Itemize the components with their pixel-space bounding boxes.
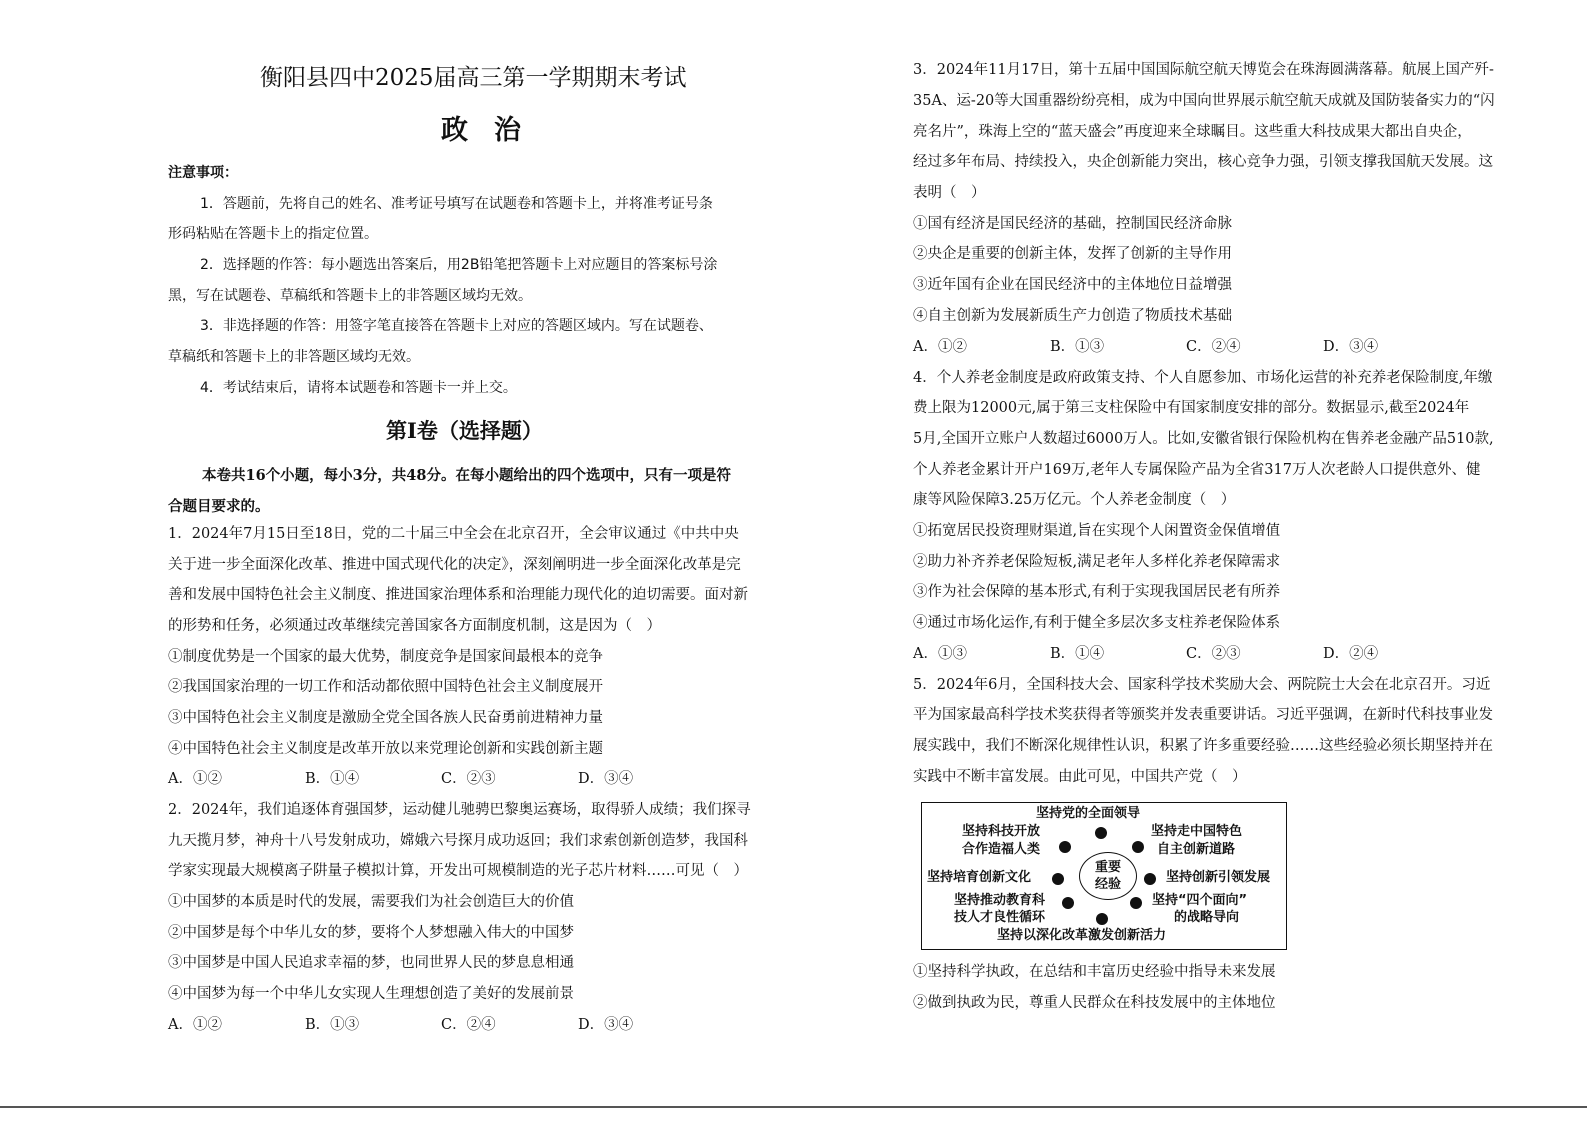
notes-line: 1．答题前，先将自己的姓名、准考证号填写在试题卷和答题卡上，并将准考证号条: [200, 196, 713, 212]
experience-diagram: [921, 802, 1287, 950]
diagram-dot: [1130, 897, 1142, 909]
question-3-item: ①国有经济是国民经济的基础，控制国民经济命脉: [913, 216, 1232, 232]
question-2-item: ④中国梦为每一个中华儿女实现人生理想创造了美好的发展前景: [168, 986, 574, 1002]
diagram-label: 坚持培育创新文化: [927, 870, 1032, 885]
diagram-label: 坚持科技开放: [962, 824, 1041, 839]
question-4-text: 康等风险保障3.25万亿元。个人养老金制度（ ）: [913, 492, 1236, 508]
notes-heading: 注意事项：: [168, 165, 238, 181]
diagram-center: [1079, 852, 1137, 900]
notes-line: 黑，写在试题卷、草稿纸和答题卡上的非答题区域均无效。: [168, 288, 532, 304]
question-4-option-b: B．①④: [1050, 646, 1105, 662]
question-5-text: 5．2024年6月，全国科技大会、国家科学技术奖励大会、两院院士大会在北京召开。习近: [913, 677, 1491, 693]
question-1-item: ③中国特色社会主义制度是激励全党全国各族人民奋勇前进精神力量: [168, 710, 603, 726]
diagram-dot: [1095, 827, 1107, 839]
diagram-label: 坚持走中国特色: [1151, 824, 1243, 839]
page-bottom-rule: [0, 1106, 1587, 1108]
question-3-option-c: C．②④: [1186, 339, 1241, 355]
question-3-item: ④自主创新为发展新质生产力创造了物质技术基础: [913, 308, 1232, 324]
subject-title: 政治: [441, 115, 547, 146]
question-4-option-a: A．①③: [913, 646, 967, 662]
diagram-label: 的战略导向: [1174, 910, 1240, 925]
notes-line: 3．非选择题的作答：用签字笔直接答在答题卡上对应的答题区域内。写在试题卷、: [200, 318, 713, 334]
diagram-label: 坚持创新引领发展: [1166, 870, 1271, 885]
diagram-dot: [1096, 913, 1108, 925]
question-2-text: 九天揽月梦，神舟十八号发射成功，嫦娥六号探月成功返回；我们求索创新创造梦，我国科: [168, 833, 748, 849]
question-2-text: 学家实现最大规模离子阱量子模拟计算，开发出可规模制造的光子芯片材料……可见（ ）: [168, 863, 748, 879]
diagram-dot: [1052, 873, 1064, 885]
question-1-option-d: D．③④: [578, 771, 634, 787]
question-1-item: ④中国特色社会主义制度是改革开放以来党理论创新和实践创新主题: [168, 741, 603, 757]
exam-title: 衡阳县四中2025届高三第一学期期末考试: [260, 65, 687, 91]
diagram-label: 坚持推动教育科: [954, 893, 1046, 908]
diagram-label: 坚持党的全面领导: [1036, 806, 1141, 821]
notes-line: 草稿纸和答题卡上的非答题区域均无效。: [168, 349, 420, 365]
question-3-item: ③近年国有企业在国民经济中的主体地位日益增强: [913, 277, 1232, 293]
notes-line: 2．选择题的作答：每小题选出答案后，用2B铅笔把答题卡上对应题目的答案标号涂: [200, 257, 718, 273]
question-5-item: ②做到执政为民，尊重人民群众在科技发展中的主体地位: [913, 995, 1276, 1011]
question-4-text: 4．个人养老金制度是政府政策支持、个人自愿参加、市场化运营的补充养老保险制度,年缴: [913, 370, 1493, 386]
question-1-text: 的形势和任务，必须通过改革继续完善国家各方面制度机制，这是因为（ ）: [168, 618, 661, 634]
notes-line: 4．考试结束后，请将本试题卷和答题卡一并上交。: [200, 380, 517, 396]
question-2-option-d: D．③④: [578, 1017, 634, 1033]
diagram-dot: [1144, 873, 1156, 885]
diagram-dot: [1059, 841, 1071, 853]
question-1-option-a: A．①②: [168, 771, 222, 787]
question-2-item: ②中国梦是每个中华儿女的梦，要将个人梦想融入伟大的中国梦: [168, 925, 574, 941]
question-2-option-a: A．①②: [168, 1017, 222, 1033]
question-5-text: 展实践中，我们不断深化规律性认识，积累了许多重要经验……这些经验必须长期坚持并在: [913, 738, 1493, 754]
question-4-text: 个人养老金累计开户169万,老年人专属保险产品为全省317万人次老龄人口提供意外、健: [913, 462, 1481, 478]
question-5-item: ①坚持科学执政，在总结和丰富历史经验中指导未来发展: [913, 964, 1276, 980]
question-1-option-c: C．②③: [441, 771, 496, 787]
question-3-text: 经过多年布局、持续投入，央企创新能力突出，核心竞争力强，引领支撑我国航天发展。这: [913, 154, 1493, 170]
question-3-option-a: A．①②: [913, 339, 967, 355]
question-1-item: ①制度优势是一个国家的最大优势，制度竞争是国家间最根本的竞争: [168, 649, 603, 665]
section-title: 第Ⅰ卷（选择题）: [386, 418, 543, 443]
diagram-dot: [1062, 897, 1074, 909]
question-2-option-c: C．②④: [441, 1017, 496, 1033]
question-4-item: ①拓宽居民投资理财渠道,旨在实现个人闲置资金保值增值: [913, 523, 1281, 539]
question-3-option-d: D．③④: [1323, 339, 1379, 355]
question-4-option-c: C．②③: [1186, 646, 1241, 662]
question-2-item: ③中国梦是中国人民追求幸福的梦，也同世界人民的梦息息相通: [168, 955, 574, 971]
notes-line: 形码粘贴在答题卡上的指定位置。: [168, 226, 378, 242]
question-1-item: ②我国国家治理的一切工作和活动都依照中国特色社会主义制度展开: [168, 679, 603, 695]
question-1-text: 善和发展中国特色社会主义制度、推进国家治理体系和治理能力现代化的迫切需要。面对新: [168, 587, 748, 603]
section-instructions: 合题目要求的。: [168, 498, 270, 515]
question-4-option-d: D．②④: [1323, 646, 1379, 662]
diagram-center-line: 重要: [1094, 860, 1121, 875]
diagram-label: 技人才良性循环: [954, 910, 1046, 925]
diagram-label: 自主创新道路: [1157, 842, 1236, 857]
diagram-label: 坚持以深化改革激发创新活力: [997, 928, 1167, 943]
question-3-text: 表明（ ）: [913, 185, 986, 201]
question-2-option-b: B．①③: [305, 1017, 360, 1033]
question-2-text: 2．2024年，我们追逐体育强国梦，运动健儿驰骋巴黎奥运赛场，取得骄人成绩；我们探寻: [168, 802, 751, 818]
question-3-option-b: B．①③: [1050, 339, 1105, 355]
question-4-item: ④通过市场化运作,有利于健全多层次多支柱养老保险体系: [913, 615, 1281, 631]
diagram-dot: [1132, 841, 1144, 853]
question-4-text: 5月,全国开立账户人数超过6000万人。比如,安徽省银行保险机构在售养老金融产品510款,: [913, 431, 1494, 447]
question-5-text: 实践中不断丰富发展。由此可见，中国共产党（ ）: [913, 769, 1247, 785]
section-instructions: 本卷共16个小题，每小3分，共48分。在每小题给出的四个选项中，只有一项是符: [202, 467, 731, 484]
diagram-center-line: 经验: [1094, 877, 1121, 892]
question-3-item: ②央企是重要的创新主体，发挥了创新的主导作用: [913, 246, 1232, 262]
diagram-label: 合作造福人类: [962, 842, 1041, 857]
question-2-item: ①中国梦的本质是时代的发展，需要我们为社会创造巨大的价值: [168, 894, 574, 910]
question-4-item: ③作为社会保障的基本形式,有利于实现我国居民老有所养: [913, 584, 1281, 600]
question-5-text: 平为国家最高科学技术奖获得者等颁奖并发表重要讲话。习近平强调，在新时代科技事业发: [913, 707, 1493, 723]
question-3-text: 35A、运-20等大国重器纷纷亮相，成为中国向世界展示航空航天成就及国防装备实力的“闪: [913, 93, 1495, 109]
question-1-text: 1．2024年7月15日至18日，党的二十届三中全会在北京召开，全会审议通过《中共中央: [168, 526, 739, 542]
question-1-option-b: B．①④: [305, 771, 360, 787]
diagram-label: 坚持“四个面向”: [1152, 893, 1248, 908]
question-3-text: 3．2024年11月17日，第十五届中国国际航空航天博览会在珠海圆满落幕。航展上国产歼-: [913, 62, 1494, 78]
question-4-text: 费上限为12000元,属于第三支柱保险中有国家制度安排的部分。数据显示,截至2024年: [913, 400, 1470, 416]
question-3-text: 亮名片”，珠海上空的“蓝天盛会”再度迎来全球瞩目。这些重大科技成果大都出自央企，: [913, 124, 1472, 140]
question-1-text: 关于进一步全面深化改革、推进中国式现代化的决定》，深刻阐明进一步全面深化改革是完: [168, 557, 741, 573]
question-4-item: ②助力补齐养老保险短板,满足老年人多样化养老保障需求: [913, 554, 1281, 570]
